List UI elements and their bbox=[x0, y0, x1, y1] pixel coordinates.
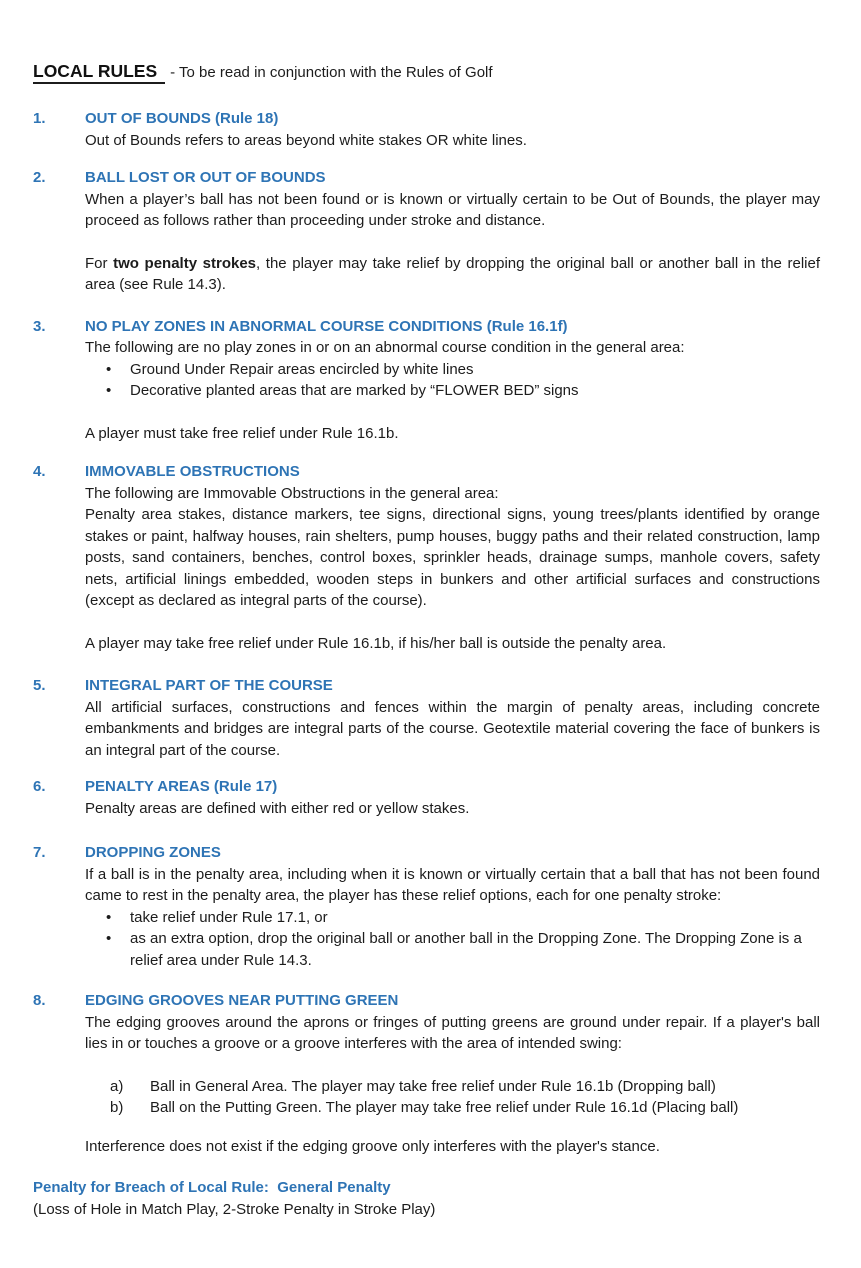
paragraph: All artificial surfaces, constructions and fences within the margin of penalty areas, including concrete embankments and bridges are integral parts of the course. Geotextile material covering the face of bunkers is an integral part of the course. bbox=[85, 698, 820, 759]
section-number: 4. bbox=[33, 463, 46, 480]
paragraph: When a player’s ball has not been found or is known or virtually certain to be Out of Bounds, the player may proceed as follows rather than proceeding under stroke and distance. bbox=[85, 190, 820, 229]
section-no-play-zones bbox=[33, 316, 820, 445]
item-text: Ball on the Putting Green. The player may take free relief under Rule 16.1d (Placing ball) bbox=[150, 1099, 739, 1116]
item-label: a) bbox=[110, 1077, 124, 1095]
paragraph: Penalty area stakes, distance markers, tee signs, directional signs, young trees/plants identified by orange stakes or paint, halfway houses, rain shelters, pump houses, buggy paths and their related construction, lamp posts, sand containers, benches, control boxes, sprinkler heads, drainage sumps, manhole covers, safety nets, artificial linings embedded, wooden steps in bunkers and other artificial surfaces and constructions (except as declared as integral parts of the course). bbox=[85, 506, 820, 609]
item-label: b) bbox=[110, 1099, 124, 1116]
section-immovable-obstructions bbox=[33, 461, 820, 654]
paragraph: The following are Immovable Obstructions in the general area: bbox=[85, 484, 499, 502]
section-penalty-areas bbox=[33, 776, 820, 819]
section-content bbox=[85, 842, 820, 971]
section-number: 2. bbox=[33, 169, 46, 186]
bullet-text: Ground Under Repair areas encircled by white lines bbox=[130, 360, 474, 378]
section-number: 8. bbox=[33, 992, 46, 1009]
section-heading: NO PLAY ZONES IN ABNORMAL COURSE CONDITIONS (Rule 16.1f) bbox=[85, 317, 568, 335]
section-out-of-bounds bbox=[33, 108, 820, 151]
text-segment: For bbox=[85, 254, 114, 272]
penalty-statement-title: Penalty for Breach of Local Rule: General Penalty bbox=[33, 1179, 391, 1196]
text-segment: , the player may take relief by dropping the original ball or another ball in the relief area (see Rule 14.3). bbox=[85, 254, 821, 293]
section-content bbox=[85, 316, 820, 445]
section-number: 6. bbox=[33, 778, 46, 795]
bullet-item bbox=[85, 380, 820, 402]
bullet-text: take relief under Rule 17.1, or bbox=[130, 908, 328, 926]
penalty-statement-detail: (Loss of Hole in Match Play, 2-Stroke Penalty in Stroke Play) bbox=[33, 1200, 436, 1218]
section-content bbox=[85, 675, 820, 761]
section-number: 3. bbox=[33, 317, 46, 335]
section-heading: BALL LOST OR OUT OF BOUNDS bbox=[85, 169, 326, 186]
bullet-icon: • bbox=[106, 360, 112, 378]
section-heading: DROPPING ZONES bbox=[85, 844, 221, 861]
section-number: 5. bbox=[33, 677, 46, 694]
section-number: 7. bbox=[33, 844, 46, 861]
section-content bbox=[85, 167, 820, 296]
bullet-item bbox=[85, 928, 820, 971]
section-content bbox=[85, 990, 820, 1157]
bullet-item bbox=[85, 359, 820, 381]
penalty-statement bbox=[33, 1177, 820, 1220]
section-heading: IMMOVABLE OBSTRUCTIONS bbox=[85, 463, 300, 480]
paragraph: A player must take free relief under Rule 16.1b. bbox=[85, 424, 399, 442]
title-main: LOCAL RULES bbox=[33, 60, 165, 84]
bullet-text: as an extra option, drop the original ball or another ball in the Dropping Zone. The Dropping Zone is a relief area under Rule 14.3. bbox=[130, 930, 802, 969]
paragraph: The following are no play zones in or on an abnormal course condition in the general area: bbox=[85, 339, 685, 356]
title-subtitle: - To be read in conjunction with the Rules of Golf bbox=[170, 64, 493, 81]
paragraph: A player may take free relief under Rule 16.1b, if his/her ball is outside the penalty area. bbox=[85, 634, 667, 652]
lettered-item bbox=[85, 1097, 820, 1119]
section-content bbox=[85, 108, 820, 151]
section-dropping-zones bbox=[33, 842, 820, 971]
section-heading: OUT OF BOUNDS (Rule 18) bbox=[85, 110, 279, 127]
item-text: Ball in General Area. The player may take free relief under Rule 16.1b (Dropping ball) bbox=[150, 1077, 716, 1095]
section-heading: PENALTY AREAS (Rule 17) bbox=[85, 778, 278, 795]
paragraph: The edging grooves around the aprons or fringes of putting greens are ground under repair. If a player's ball lies in or touches a groove or a groove interferes with the area of intended swing: bbox=[85, 1013, 820, 1052]
bullet-icon: • bbox=[106, 930, 112, 947]
bullet-item bbox=[85, 907, 820, 929]
section-number: 1. bbox=[33, 110, 46, 127]
section-heading: INTEGRAL PART OF THE COURSE bbox=[85, 677, 333, 694]
section-heading: EDGING GROOVES NEAR PUTTING GREEN bbox=[85, 992, 399, 1009]
bullet-icon: • bbox=[106, 908, 112, 926]
text-segment-bold: two penalty strokes bbox=[113, 254, 257, 272]
paragraph: Out of Bounds refers to areas beyond white stakes OR white lines. bbox=[85, 131, 527, 149]
section-ball-lost-or-out-of-bounds bbox=[33, 167, 820, 296]
section-content bbox=[85, 461, 820, 654]
paragraph bbox=[85, 253, 820, 296]
section-integral-part-of-course bbox=[33, 675, 820, 761]
lettered-item bbox=[85, 1076, 820, 1098]
section-edging-grooves bbox=[33, 990, 820, 1157]
document-title bbox=[33, 60, 820, 84]
paragraph: If a ball is in the penalty area, including when it is known or virtually certain that a ball that has not been found came to rest in the penalty area, the player has these relief options, each for one penalty stroke: bbox=[85, 865, 820, 904]
bullet-icon: • bbox=[106, 382, 112, 399]
bullet-text: Decorative planted areas that are marked by “FLOWER BED” signs bbox=[130, 382, 579, 399]
paragraph: Penalty areas are defined with either red or yellow stakes. bbox=[85, 799, 470, 817]
section-content bbox=[85, 776, 820, 819]
paragraph: Interference does not exist if the edging groove only interferes with the player's stance. bbox=[85, 1137, 660, 1155]
